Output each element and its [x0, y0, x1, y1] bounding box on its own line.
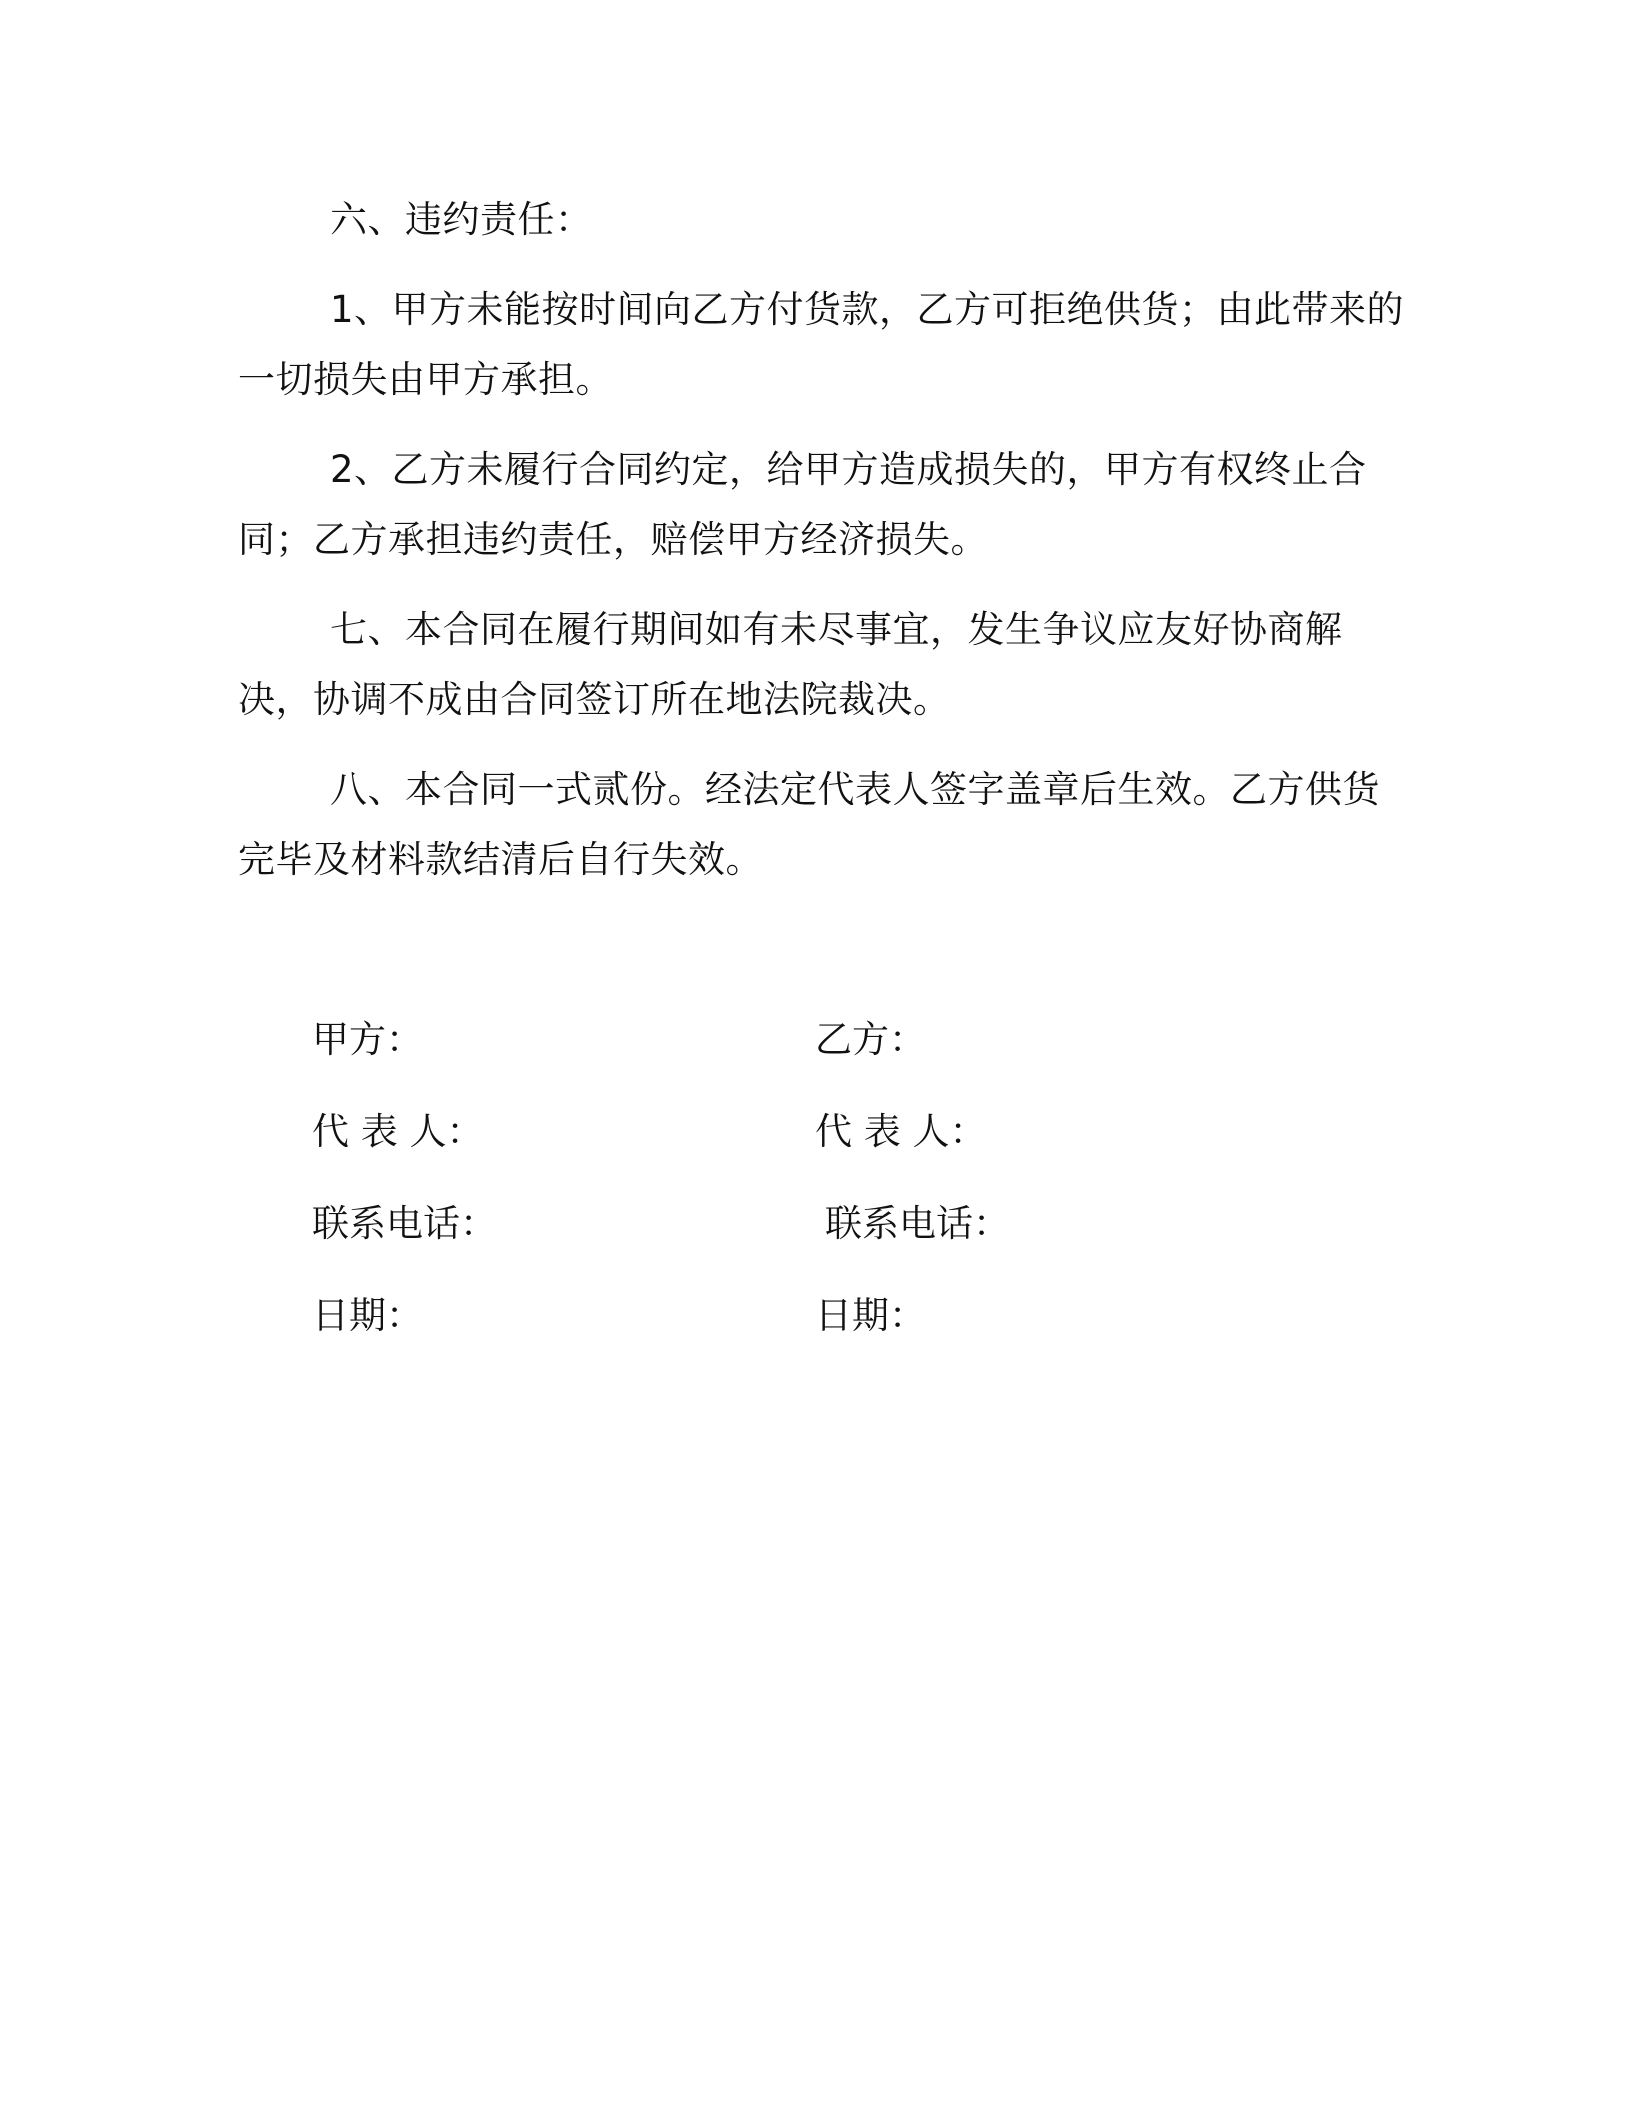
party-b-phone-label: 联系电话： [825, 1202, 1010, 1245]
section-8-text: 八、本合同一式贰份。经法定代表人签字盖章后生效。乙方供货完毕及材料款结清后自行失效。 [238, 768, 1380, 881]
party-a-date-label: 日期： [312, 1294, 423, 1337]
item-1-text: 1、甲方未能按时间向乙方付货款，乙方可拒绝供货；由此带来的一切损失由甲方承担。 [238, 288, 1405, 401]
party-a-rep-label: 代 表 人： [312, 1110, 484, 1153]
party-a-name-label: 甲方： [312, 1018, 423, 1061]
section6-heading-text: 六、违约责任： [330, 198, 593, 241]
party-b-name-label: 乙方： [815, 1018, 926, 1061]
item-2 [238, 435, 1408, 575]
party-b-rep-label: 代 表 人： [815, 1110, 987, 1153]
section-7-text: 七、本合同在履行期间如有未尽事宜，发生争议应友好协商解决，协调不成由合同签订所在地法院裁决。 [238, 608, 1343, 721]
section6-heading [238, 185, 1408, 255]
section-7 [238, 595, 1408, 735]
item-2-text: 2、乙方未履行合同约定，给甲方造成损失的，甲方有权终止合同；乙方承担违约责任，赔偿甲方经济损失。 [238, 448, 1367, 561]
section-8 [238, 755, 1408, 895]
item-1 [238, 275, 1408, 415]
party-a-phone-label: 联系电话： [312, 1202, 497, 1245]
party-b-date-label: 日期： [815, 1294, 926, 1337]
